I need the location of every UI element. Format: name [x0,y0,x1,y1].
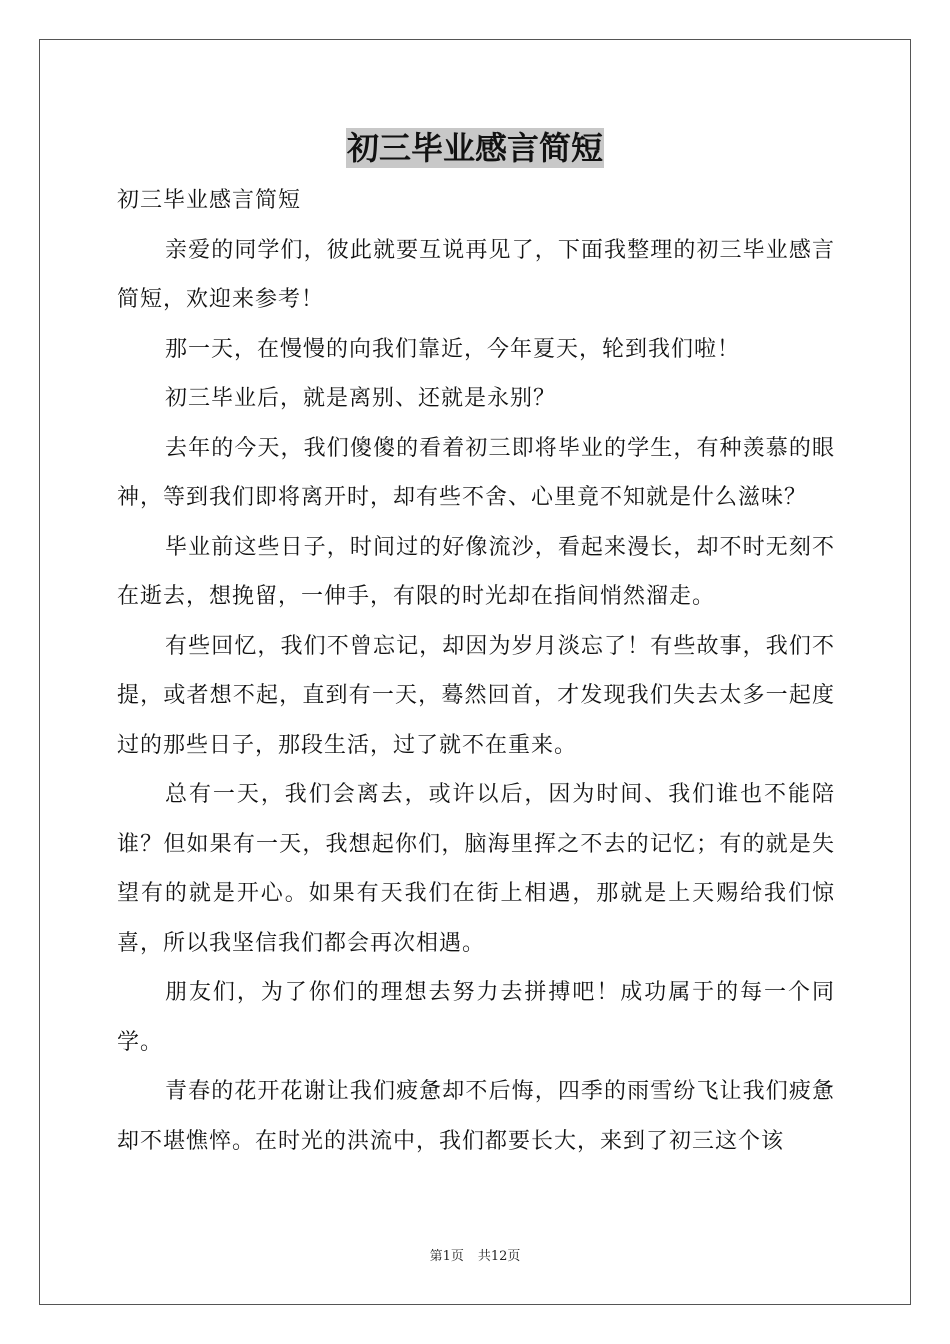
paragraph: 去年的今天，我们傻傻的看着初三即将毕业的学生，有种羡慕的眼神，等到我们即将离开时，却有些不舍、心里竟不知就是什么滋味？ [117,435,835,510]
paragraph: 亲爱的同学们，彼此就要互说再见了，下面我整理的初三毕业感言简短，欢迎来参考！ [117,237,835,312]
page-footer [0,1248,950,1266]
paragraph: 初三毕业后，就是离别、还就是永别？ [165,386,557,411]
paragraph: 毕业前这些日子，时间过的好像流沙，看起来漫长，却不时无刻不在逝去，想挽留，一伸手，有限的时光却在指间悄然溜走。 [117,534,835,609]
paragraph: 那一天，在慢慢的向我们靠近，今年夏天，轮到我们啦！ [165,336,741,362]
document-subtitle: 初三毕业感言简短 [117,188,302,213]
paragraph: 总有一天，我们会离去，或许以后，因为时间、我们谁也不能陪谁？但如果有一天，我想起你们，脑海里挥之不去的记忆；有的就是失望有的就是开心。如果有天我们在街上相遇，那就是上天赐给我们惊喜，所以我坚信我们都会再次相遇。 [117,782,835,956]
document-body [117,176,835,1166]
page-total: 共12页 [477,1249,521,1264]
page-number: 第1页 [429,1249,464,1264]
title-container [0,128,950,168]
paragraph: 朋友们，为了你们的理想去努力去拼搏吧！成功属于的每一个同学。 [117,980,835,1055]
paragraph: 有些回忆，我们不曾忘记，却因为岁月淡忘了！有些故事，我们不提，或者想不起，直到有一天，蓦然回首，才发现我们失去太多一起度过的那些日子，那段生活，过了就不在重来。 [117,633,835,758]
paragraph: 青春的花开花谢让我们疲惫却不后悔，四季的雨雪纷飞让我们疲惫却不堪憔悴。在时光的洪流中，我们都要长大，来到了初三这个该 [117,1079,835,1154]
document-title: 初三毕业感言简短 [346,129,603,167]
